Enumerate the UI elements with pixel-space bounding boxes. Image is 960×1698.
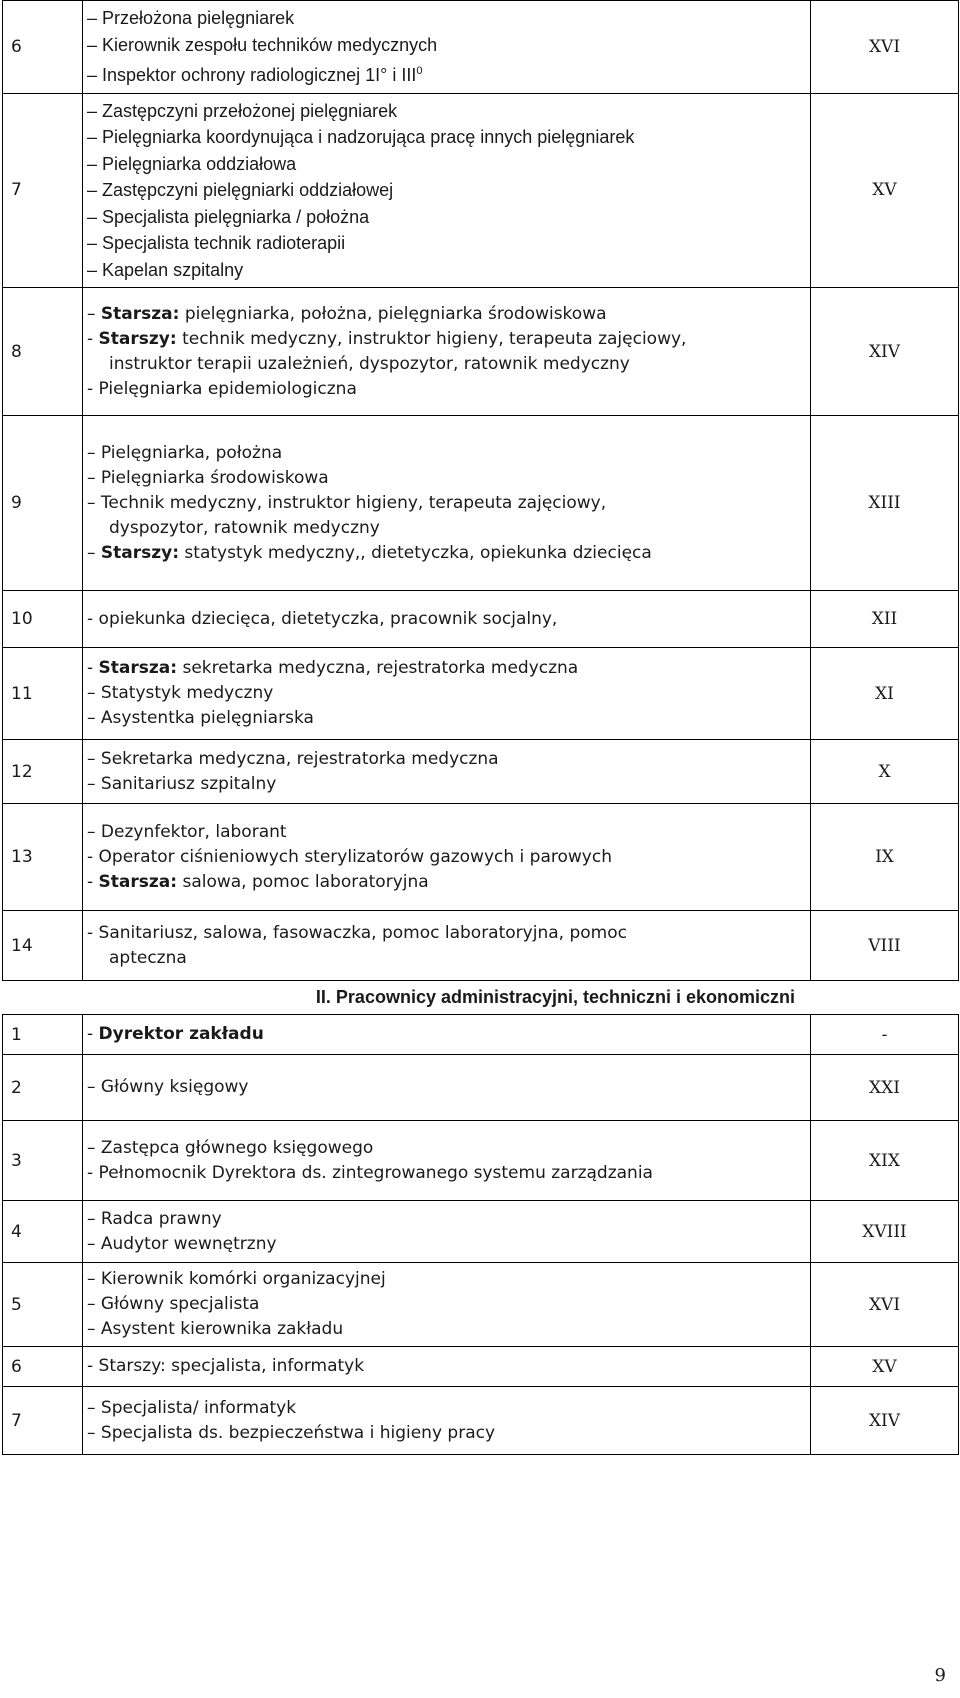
- position-text: technik medyczny, instruktor higieny, terapeuta zajęciowy,: [176, 328, 687, 349]
- bullet-dash: –: [87, 821, 101, 842]
- bullet-dash: –: [87, 1137, 101, 1158]
- position-text: Sanitariusz, salowa, fasowaczka, pomoc laboratoryjna, pomoc: [98, 922, 627, 943]
- position-text: Operator ciśnieniowych sterylizatorów gazowych i parowych: [98, 846, 612, 867]
- position-line: [87, 177, 804, 204]
- row-number: 2: [3, 1055, 83, 1121]
- position-line: [87, 772, 804, 797]
- position-list: [83, 1055, 811, 1121]
- position-text: Specjalista pielęgniarka / położna: [102, 206, 370, 227]
- bullet-dash: –: [87, 708, 101, 728]
- position-line: [87, 541, 804, 566]
- bullet-dash: –: [87, 773, 101, 794]
- bullet-dash: –: [87, 542, 101, 563]
- position-line: [87, 946, 804, 971]
- position-line: [87, 466, 804, 491]
- table-body-administrative: [3, 1015, 959, 1455]
- position-text: pielęgniarka, położna, pielęgniarka środowiskowa: [179, 303, 607, 324]
- bullet-dash: –: [87, 1294, 101, 1314]
- bullet-dash: –: [87, 1077, 101, 1097]
- position-text: sekretarka medyczna, rejestratorka medyczna: [177, 658, 579, 678]
- position-list: [83, 911, 811, 981]
- bullet-dash: –: [87, 748, 101, 769]
- salary-grade: XII: [811, 591, 959, 648]
- salary-grade: VIII: [811, 911, 959, 981]
- position-text: Audytor wewnętrzny: [100, 1233, 277, 1254]
- position-line: [87, 58, 804, 89]
- position-list: [83, 93, 811, 288]
- bullet-dash: -: [87, 328, 99, 349]
- table-row: [3, 416, 959, 591]
- bullet-dash: –: [87, 303, 101, 324]
- table-row: [3, 1201, 959, 1263]
- bullet-dash: –: [87, 153, 103, 174]
- position-text: Asystent kierownika zakładu: [100, 1319, 344, 1339]
- position-line: [87, 124, 804, 151]
- row-number: 12: [3, 740, 83, 804]
- table-section-header: [3, 981, 959, 1015]
- position-line: [87, 327, 804, 352]
- bullet-dash: -: [87, 1162, 99, 1183]
- position-text: Zastępczyni pielęgniarki oddziałowej: [102, 180, 394, 200]
- position-text: salowa, pomoc laboratoryjna: [177, 871, 429, 892]
- table-row: [3, 1121, 959, 1201]
- position-text: dyspozytor, ratownik medyczny: [109, 517, 380, 538]
- position-line: [87, 607, 804, 632]
- position-qualifier: Starsza:: [98, 658, 178, 678]
- bullet-dash: –: [87, 259, 103, 280]
- position-text: statystyk medyczny,, dietetyczka, opiekunka dziecięca: [179, 542, 652, 563]
- position-line: [87, 706, 804, 731]
- position-line: [87, 491, 804, 516]
- page-number: 9: [934, 1665, 946, 1686]
- bullet-dash: –: [87, 8, 103, 28]
- position-line: [87, 1421, 804, 1446]
- position-text: Pełnomocnik Dyrektora ds. zintegrowanego systemu zarządzania: [98, 1162, 653, 1183]
- position-list: [83, 1121, 811, 1201]
- position-line: [87, 1292, 804, 1317]
- position-qualifier: Starsza:: [100, 303, 180, 324]
- table-row: [3, 1055, 959, 1121]
- position-text: Starszy: specjalista, informatyk: [98, 1356, 365, 1376]
- position-line: [87, 151, 804, 178]
- position-line: [87, 352, 804, 377]
- bullet-dash: -: [87, 378, 99, 399]
- section-row: [3, 981, 959, 1015]
- bullet-dash: -: [87, 846, 99, 867]
- section-title: II. Pracownicy administracyjni, techniczni i ekonomiczni: [315, 987, 796, 1007]
- row-number: 1: [3, 1015, 83, 1055]
- bullet-dash: –: [87, 206, 103, 227]
- bullet-dash: –: [87, 467, 101, 488]
- position-text: Pielęgniarka koordynująca i nadzorująca pracę innych pielęgniarek: [102, 127, 635, 147]
- superscript: 0: [416, 65, 423, 77]
- table-row: [3, 1263, 959, 1347]
- position-line: [87, 1396, 804, 1421]
- row-number: 14: [3, 911, 83, 981]
- position-text: Asystentka pielęgniarska: [100, 708, 314, 728]
- table-row: [3, 1015, 959, 1055]
- position-text: opiekunka dziecięca, dietetyczka, pracownik socjalny,: [98, 608, 558, 629]
- salary-grade: IX: [811, 804, 959, 911]
- table-row: [3, 911, 959, 981]
- position-text: Pielęgniarka oddziałowa: [102, 153, 297, 174]
- position-list: [83, 1347, 811, 1387]
- row-number: 8: [3, 288, 83, 416]
- row-number: 6: [3, 1347, 83, 1387]
- row-number: 3: [3, 1121, 83, 1201]
- position-text: Radca prawny: [100, 1208, 222, 1229]
- position-line: [87, 302, 804, 327]
- position-text: Statystyk medyczny: [100, 683, 274, 703]
- position-line: [87, 747, 804, 772]
- position-line: [87, 32, 804, 59]
- position-text: Przełożona pielęgniarek: [102, 8, 295, 28]
- position-line: [87, 681, 804, 706]
- bullet-dash: –: [87, 233, 103, 253]
- position-list: [83, 1387, 811, 1455]
- position-line: [87, 1161, 804, 1186]
- position-text: Zastępca głównego księgowego: [100, 1137, 374, 1158]
- table-row: [3, 648, 959, 740]
- bullet-dash: -: [87, 658, 99, 678]
- position-text: Dezynfektor, laborant: [100, 821, 287, 842]
- position-text: Sanitariusz szpitalny: [100, 773, 277, 794]
- salary-grade: -: [811, 1015, 959, 1055]
- position-line: [87, 257, 804, 284]
- position-line: [87, 98, 804, 125]
- row-number: 13: [3, 804, 83, 911]
- position-line: [87, 516, 804, 541]
- position-line: [87, 1317, 804, 1342]
- position-line: [87, 5, 804, 32]
- bullet-dash: –: [87, 34, 103, 55]
- row-number: 7: [3, 93, 83, 288]
- row-number: 9: [3, 416, 83, 591]
- table-row: [3, 740, 959, 804]
- row-number: 10: [3, 591, 83, 648]
- bullet-dash: –: [87, 1233, 101, 1254]
- position-text: Pielęgniarka, położna: [100, 442, 283, 463]
- position-list: [83, 416, 811, 591]
- position-text: Specjalista technik radioterapii: [102, 233, 346, 253]
- position-qualifier: Starszy:: [98, 328, 177, 349]
- bullet-dash: -: [87, 1356, 99, 1376]
- bullet-dash: –: [87, 492, 101, 513]
- position-text: Specjalista/ informatyk: [100, 1397, 297, 1418]
- salary-grade: XIII: [811, 416, 959, 591]
- salary-grade: XV: [811, 93, 959, 288]
- position-line: [87, 1136, 804, 1161]
- position-qualifier: Starszy:: [100, 542, 180, 563]
- position-line: [87, 1022, 804, 1047]
- row-number: 4: [3, 1201, 83, 1263]
- salary-grade: X: [811, 740, 959, 804]
- salary-grade: XVIII: [811, 1201, 959, 1263]
- position-list: [83, 591, 811, 648]
- bullet-dash: –: [87, 1422, 101, 1443]
- salary-grade: XV: [811, 1347, 959, 1387]
- position-line: [87, 921, 804, 946]
- position-qualifier: Dyrektor zakładu: [98, 1024, 264, 1044]
- position-text: Sekretarka medyczna, rejestratorka medyczna: [100, 748, 499, 769]
- position-list: [83, 740, 811, 804]
- salary-grade-table: [2, 0, 959, 1455]
- bullet-dash: –: [87, 1208, 101, 1229]
- position-text: Kapelan szpitalny: [102, 259, 244, 280]
- bullet-dash: –: [87, 1397, 101, 1418]
- row-number: 7: [3, 1387, 83, 1455]
- bullet-dash: –: [87, 1269, 101, 1289]
- table-body-medical: [3, 1, 959, 981]
- position-line: [87, 1267, 804, 1292]
- position-line: [87, 820, 804, 845]
- table-row: [3, 1387, 959, 1455]
- position-line: [87, 870, 804, 895]
- position-line: [87, 1207, 804, 1232]
- position-list: [83, 1201, 811, 1263]
- position-list: [83, 288, 811, 416]
- bullet-dash: -: [87, 1024, 99, 1044]
- salary-grade: XXI: [811, 1055, 959, 1121]
- position-line: [87, 845, 804, 870]
- position-text: Kierownik komórki organizacyjnej: [100, 1269, 386, 1289]
- position-line: [87, 1075, 804, 1100]
- position-text: Technik medyczny, instruktor higieny, terapeuta zajęciowy,: [100, 492, 607, 513]
- salary-grade: XIV: [811, 1387, 959, 1455]
- bullet-dash: –: [87, 683, 101, 703]
- row-number: 11: [3, 648, 83, 740]
- position-text: Główny księgowy: [100, 1077, 249, 1097]
- table-row: [3, 1, 959, 94]
- bullet-dash: -: [87, 608, 99, 629]
- salary-grade: XVI: [811, 1263, 959, 1347]
- bullet-dash: –: [87, 127, 103, 147]
- table-row: [3, 804, 959, 911]
- position-text: Główny specjalista: [100, 1294, 260, 1314]
- position-line: [87, 1232, 804, 1257]
- position-text: Specjalista ds. bezpieczeństwa i higieny pracy: [100, 1422, 496, 1443]
- position-text: Inspektor ochrony radiologicznej 1I° i III: [102, 65, 417, 85]
- position-line: [87, 204, 804, 231]
- salary-grade: XI: [811, 648, 959, 740]
- position-text: instruktor terapii uzależnień, dyspozytor, ratownik medyczny: [109, 353, 630, 374]
- bullet-dash: –: [87, 1319, 101, 1339]
- row-number: 5: [3, 1263, 83, 1347]
- position-text: apteczna: [109, 947, 187, 968]
- salary-grade: XIV: [811, 288, 959, 416]
- bullet-dash: –: [87, 100, 103, 121]
- bullet-dash: –: [87, 65, 103, 85]
- table-row: [3, 288, 959, 416]
- bullet-dash: –: [87, 442, 101, 463]
- position-list: [83, 648, 811, 740]
- salary-grade: XIX: [811, 1121, 959, 1201]
- position-text: Pielęgniarka środowiskowa: [100, 467, 329, 488]
- position-line: [87, 230, 804, 257]
- position-list: [83, 804, 811, 911]
- salary-grade: XVI: [811, 1, 959, 94]
- table-row: [3, 93, 959, 288]
- position-list: [83, 1, 811, 94]
- position-text: Pielęgniarka epidemiologiczna: [98, 378, 357, 399]
- bullet-dash: -: [87, 922, 99, 943]
- bullet-dash: -: [87, 871, 99, 892]
- table-row: [3, 1347, 959, 1387]
- position-text: Zastępczyni przełożonej pielęgniarek: [102, 100, 398, 121]
- position-text: Kierownik zespołu techników medycznych: [102, 34, 438, 55]
- bullet-dash: –: [87, 180, 103, 200]
- position-qualifier: Starsza:: [98, 871, 178, 892]
- position-line: [87, 441, 804, 466]
- position-line: [87, 377, 804, 402]
- row-number: 6: [3, 1, 83, 94]
- position-list: [83, 1263, 811, 1347]
- position-line: [87, 1354, 804, 1379]
- table-row: [3, 591, 959, 648]
- position-line: [87, 656, 804, 681]
- position-list: [83, 1015, 811, 1055]
